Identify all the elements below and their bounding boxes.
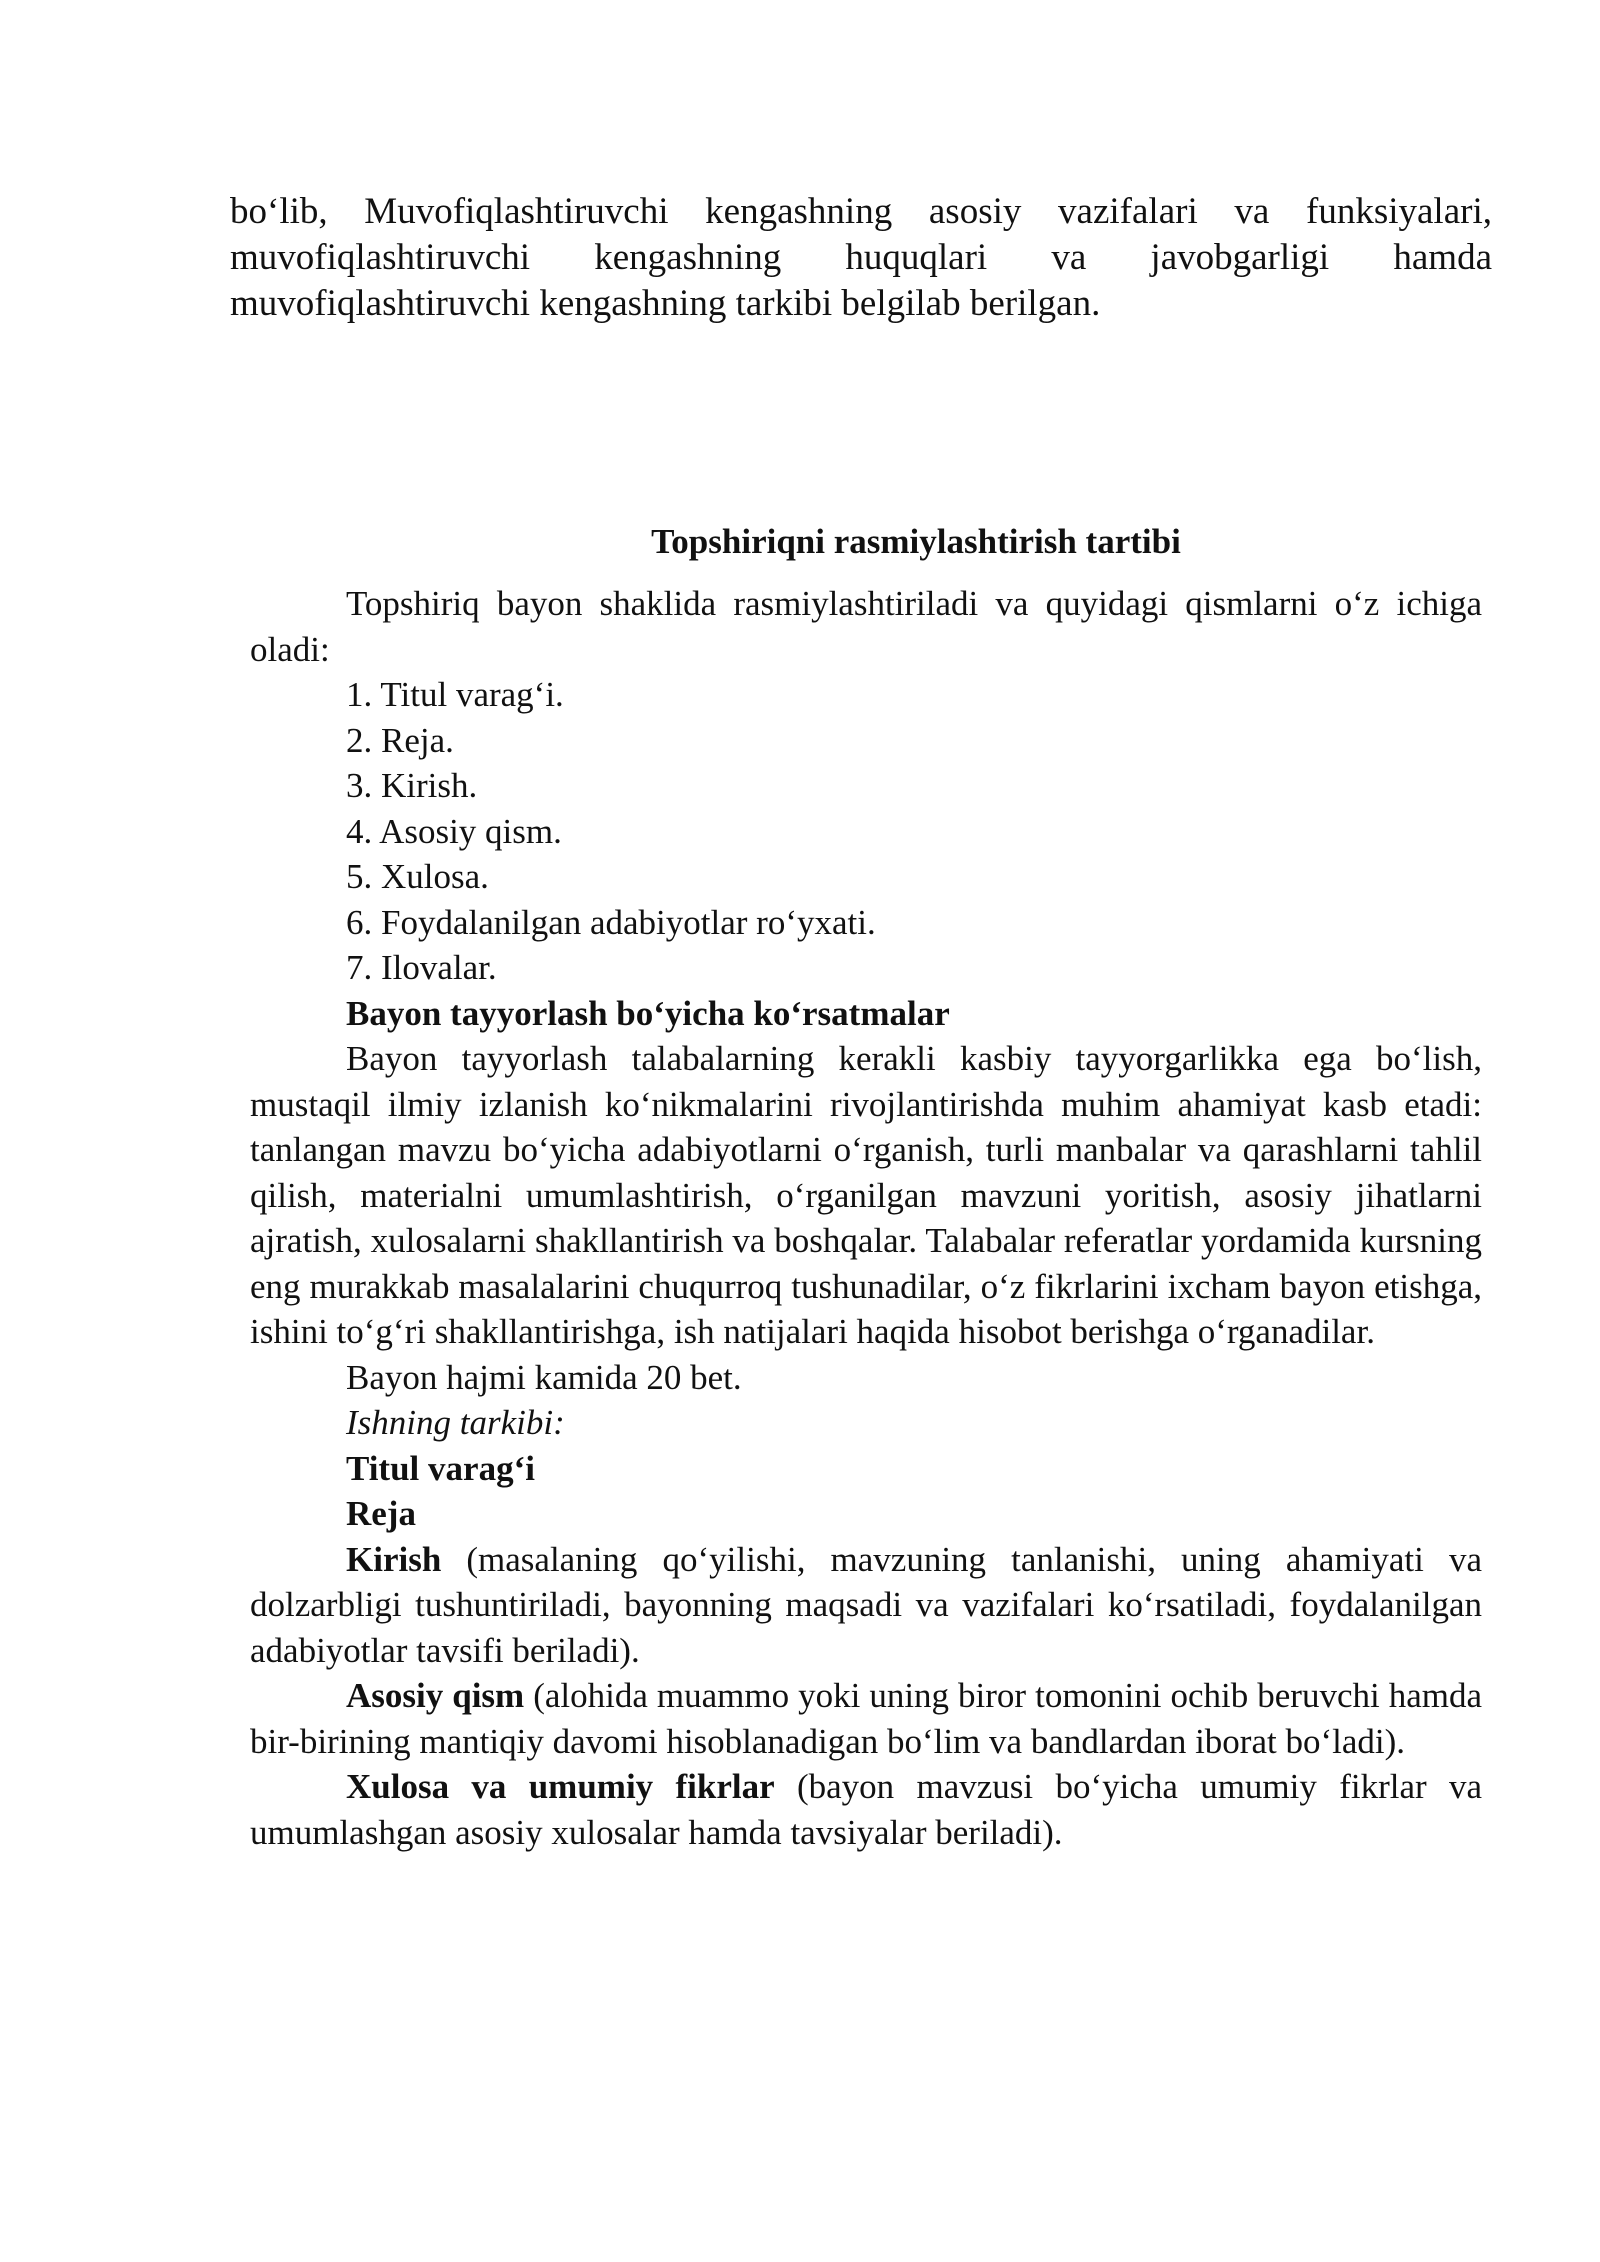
document-body xyxy=(250,581,1482,1855)
title-page-heading: Titul varag‘i xyxy=(346,1448,535,1488)
list-item: 7. Ilovalar. xyxy=(346,948,497,987)
list-item: 2. Reja. xyxy=(346,720,454,760)
guidelines-paragraph: Bayon tayyorlash talabalarning kerakli kasbiy tayyorgarlikka ega bo‘lish, mustaqil ilmiy izlanish ko‘nikmalarini rivojlantirishda muhim ahamiyat kasb etadi: tanlangan mavzu bo‘yicha adabiyotlarni o‘rganish, turli manbalar va qarashlarni tahlil qilish, materialni umumlashtirish, o‘rganilgan mavzuni yoritish, asosiy jihatlarni ajratish, xulosalarni shakllantirish va boshqalar. Talabalar referatlar yordamida kursning eng murakkab masalalarini chuqurroq tushunadilar, o‘z fikrlarini ixcham bayon etishga, ishini to‘g‘ri shakllantirishga, ish natijalari haqida hisobot berishga o‘rganadilar. xyxy=(250,1039,1482,1351)
conclusion-part-paragraph xyxy=(250,1764,1482,1855)
section-title: Topshiriqni rasmiylashtirish tartibi xyxy=(651,522,1181,562)
list-item: 5. Xulosa. xyxy=(346,857,489,896)
list-item: 3. Kirish. xyxy=(346,766,478,805)
conclusion-part-desc: (bayon mavzusi bo‘yicha umumiy fikrlar va umumlashgan asosiy xulosalar hamda tavsiyalar beriladi). xyxy=(250,1767,1482,1852)
structure-label: Ishning tarkibi: xyxy=(346,1403,565,1442)
intro-part-paragraph xyxy=(250,1537,1482,1674)
contents-list xyxy=(250,672,1482,991)
list-item: 1. Titul varag‘i. xyxy=(346,675,564,714)
list-item: 4. Asosiy qism. xyxy=(346,811,562,851)
conclusion-part-term: Xulosa va umumiy fikrlar xyxy=(346,1767,775,1806)
guidelines-heading: Bayon tayyorlash bo‘yicha ko‘rsatmalar xyxy=(346,993,950,1033)
volume-note: Bayon hajmi kamida 20 bet. xyxy=(346,1357,742,1397)
intro-part-term: Kirish xyxy=(346,1539,442,1579)
intro-part-desc: (masalaning qo‘yilishi, mavzuning tanlanishi, uning ahamiyati va dolzarbligi tushuntiriladi, bayonning maqsadi va vazifalari ko‘rsatiladi, foydalanilgan adabiyotlar tavsifi beriladi). xyxy=(250,1539,1482,1670)
main-part-paragraph xyxy=(250,1673,1482,1764)
intro-paragraph: Topshiriq bayon shaklida rasmiylashtiriladi va quyidagi qismlarni o‘z ichiga oladi: xyxy=(250,584,1482,669)
list-item: 6. Foydalanilgan adabiyotlar ro‘yxati. xyxy=(346,902,876,942)
continued-paragraph: bo‘lib, Muvofiqlashtiruvchi kengashning asosiy vazifalari va funksiyalari, muvofiqlashtiruvchi kengashning huquqlari va javobgarligi hamda muvofiqlashtiruvchi kengashning tarkibi belgilab berilgan. xyxy=(230,191,1492,324)
plan-heading: Reja xyxy=(346,1494,416,1533)
main-part-term: Asosiy qism xyxy=(346,1676,525,1715)
main-part-desc: (alohida muammo yoki uning biror tomonini ochib beruvchi hamda bir-birining mantiqiy davomi hisoblanadigan bo‘lim va bandlardan iborat bo‘ladi). xyxy=(250,1676,1482,1761)
